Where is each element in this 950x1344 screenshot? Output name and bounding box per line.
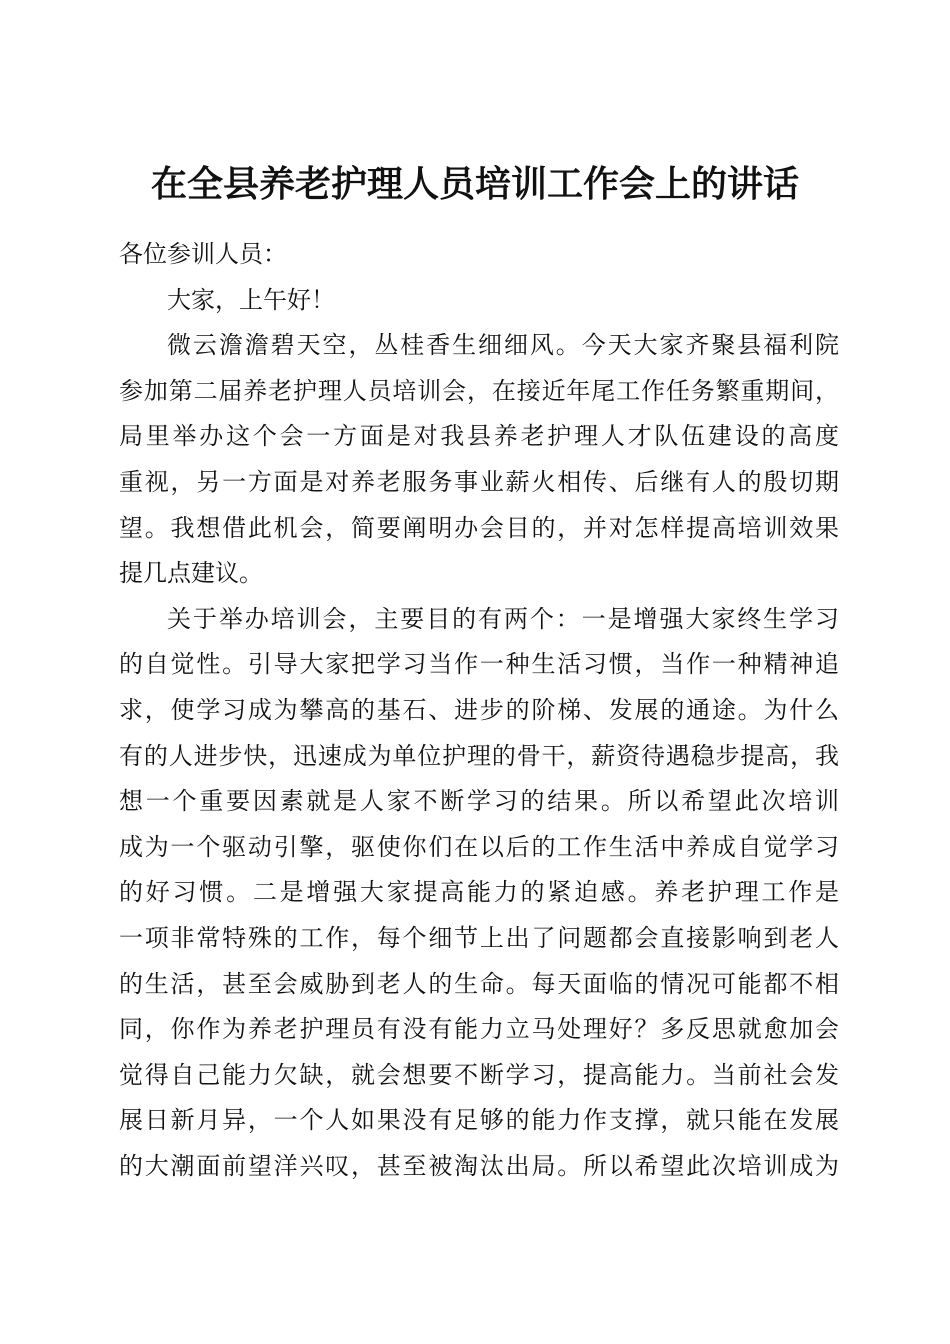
paragraph-greeting [119, 278, 839, 324]
text-line: 求，使学习成为攀高的基石、进步的阶梯、发展的通途。为什么 [119, 695, 839, 724]
text-line: 的自觉性。引导大家把学习当作一种生活习惯，当作一种精神追 [119, 650, 839, 679]
text-line: 想一个重要因素就是人家不断学习的结果。所以希望此次培训 [119, 787, 839, 816]
paragraph-opening [119, 323, 839, 597]
document-title: 在全县养老护理人员培训工作会上的讲话 [150, 163, 799, 206]
text-line: 望。我想借此机会，简要阐明办会目的，并对怎样提高培训效果 [119, 513, 839, 542]
text-line: 的大潮面前望洋兴叹，甚至被淘汰出局。所以希望此次培训成为 [119, 1151, 839, 1180]
text-line: 一项非常特殊的工作，每个细节上出了问题都会直接影响到老人 [119, 923, 839, 952]
text-line: 提几点建议。 [119, 559, 263, 588]
text-line: 微云澹澹碧天空，丛桂香生细细风。今天大家齐聚县福利院 [167, 331, 839, 360]
text-line: 觉得自己能力欠缺，就会想要不断学习，提高能力。当前社会发 [119, 1060, 839, 1089]
text-line: 的好习惯。二是增强大家提高能力的紧迫感。养老护理工作是 [119, 878, 839, 907]
text-line: 参加第二届养老护理人员培训会，在接近年尾工作任务繁重期间， [119, 376, 839, 405]
text-line: 的生活，甚至会威胁到老人的生命。每天面临的情况可能都不相 [119, 969, 839, 998]
text-line: 有的人进步快，迅速成为单位护理的骨干，薪资待遇稳步提高，我 [119, 741, 839, 770]
text-line: 展日新月异，一个人如果没有足够的能力作支撑，就只能在发展 [119, 1106, 839, 1135]
text-line: 重视，另一方面是对养老服务事业薪火相传、后继有人的殷切期 [119, 467, 839, 496]
text-line: 大家，上午好！ [167, 285, 335, 314]
text-line: 局里举办这个会一方面是对我县养老护理人才队伍建设的高度 [119, 422, 839, 451]
text-line: 关于举办培训会，主要目的有两个：一是增强大家终生学习 [167, 604, 839, 633]
text-line: 成为一个驱动引擎，驱使你们在以后的工作生活中养成自觉学习 [119, 832, 839, 861]
text-line: 同，你作为养老护理员有没有能力立马处理好？多反思就愈加会 [119, 1015, 839, 1044]
document-body [119, 232, 839, 1189]
paragraph-purpose [119, 597, 839, 1190]
salutation: 各位参训人员： [119, 240, 287, 268]
